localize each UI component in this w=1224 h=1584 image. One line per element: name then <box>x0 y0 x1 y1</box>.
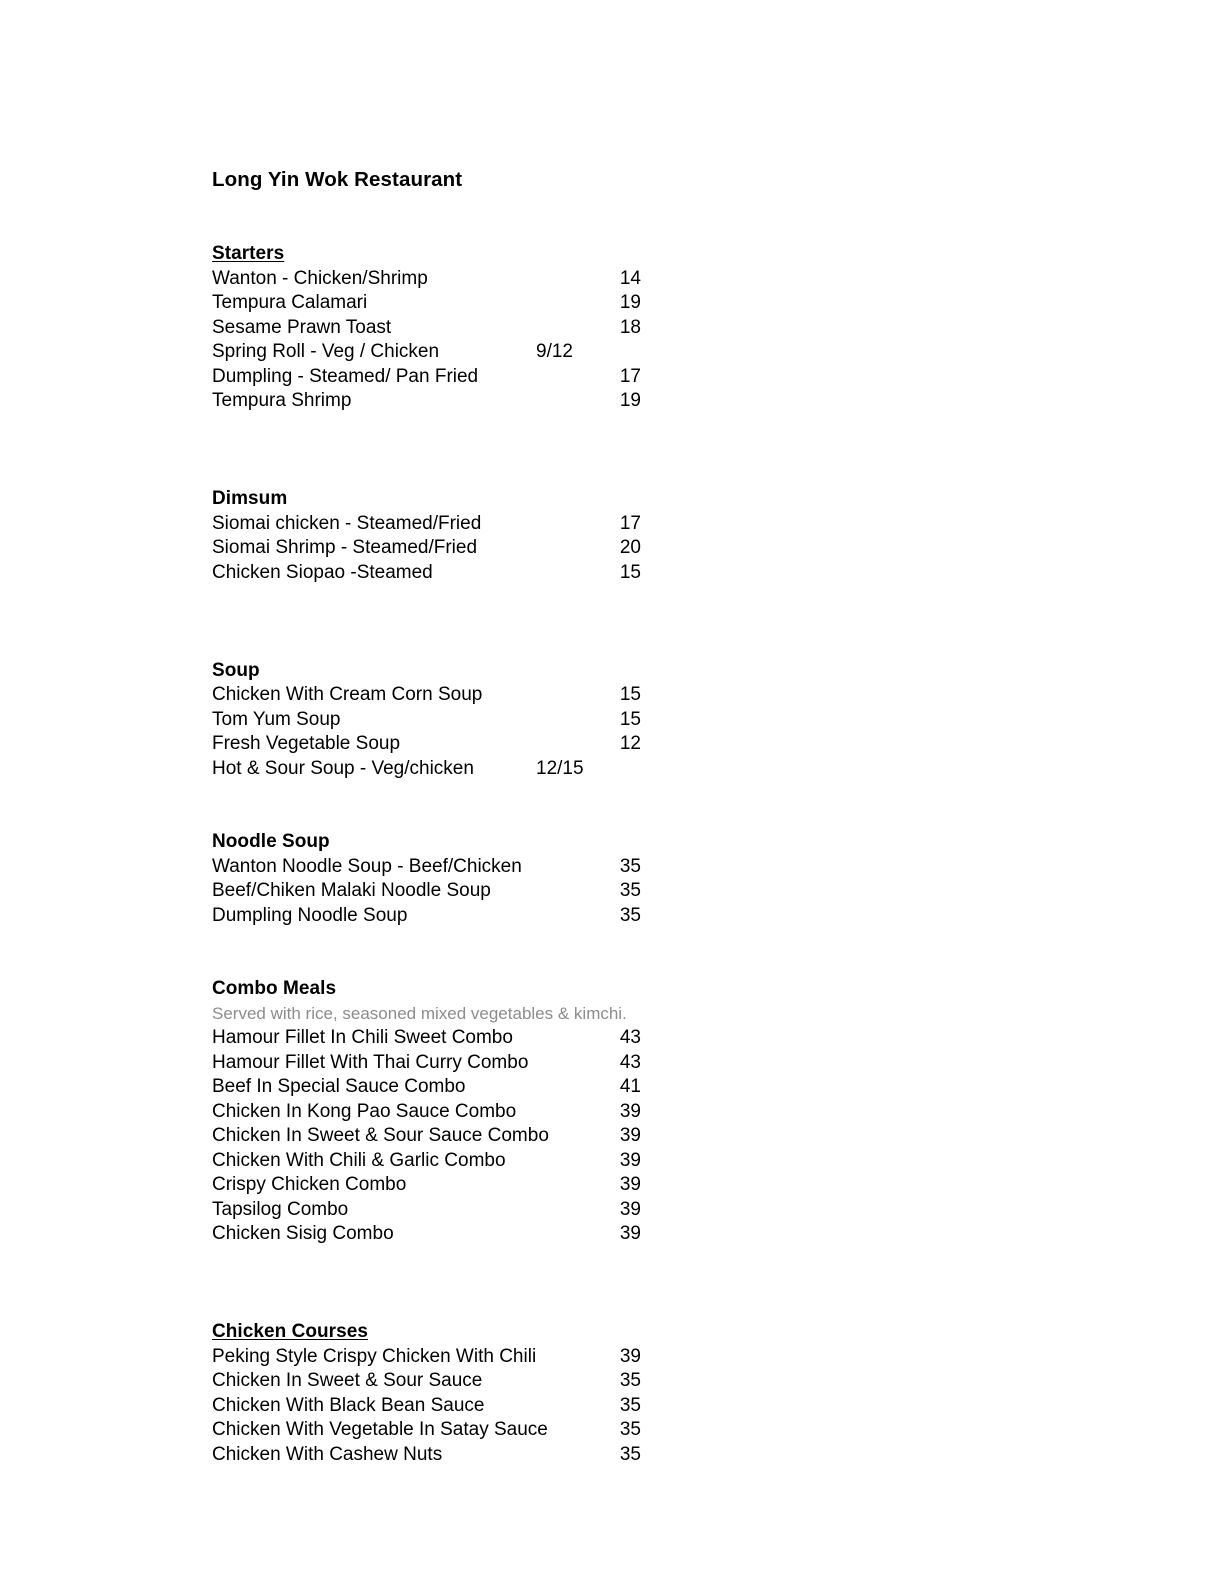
menu-sections <box>212 242 642 1467</box>
menu-item-name: Chicken With Black Bean Sauce <box>212 1394 485 1416</box>
section-heading: Chicken Courses <box>212 1321 368 1342</box>
section-heading: Dimsum <box>212 488 288 509</box>
menu-item-name: Sesame Prawn Toast <box>212 316 392 338</box>
section-spacer <box>212 781 642 830</box>
menu-item-name: Chicken In Sweet & Sour Sauce Combo <box>212 1125 549 1146</box>
menu-item-name: Beef/Chiken Malaki Noodle Soup <box>212 880 491 901</box>
menu-item-name: Tempura Calamari <box>212 292 368 313</box>
menu-item-row <box>212 1443 642 1468</box>
menu-item-name: Wanton - Chicken/Shrimp <box>212 267 428 289</box>
menu-item-price: 35 <box>619 855 641 877</box>
menu-item-price: 19 <box>619 390 641 411</box>
menu-item-price: 39 <box>619 1223 641 1244</box>
menu-item-name: Chicken With Chili & Garlic Combo <box>212 1149 506 1171</box>
menu-item-name: Dumpling Noodle Soup <box>212 904 408 926</box>
section-heading: Combo Meals <box>212 978 337 999</box>
menu-item-price: 43 <box>619 1027 641 1048</box>
menu-item-name: Siomai chicken - Steamed/Fried <box>212 512 482 534</box>
menu-item-name: Beef In Special Sauce Combo <box>212 1076 466 1097</box>
menu-item-row <box>212 1345 642 1370</box>
section-spacer <box>212 414 642 488</box>
menu-item-name: Chicken With Cashew Nuts <box>212 1443 443 1465</box>
menu-section <box>212 659 642 782</box>
menu-item-price: 35 <box>619 1443 641 1465</box>
menu-item-row <box>212 708 642 733</box>
menu-item-name: Tapsilog Combo <box>212 1198 349 1220</box>
menu-item-price: 43 <box>619 1051 641 1073</box>
menu-section <box>212 242 642 414</box>
menu-item-price: 17 <box>619 512 641 534</box>
menu-item-name: Peking Style Crispy Chicken With Chili <box>212 1345 537 1367</box>
menu-item-row <box>212 561 642 586</box>
menu-item-price: 15 <box>619 684 641 705</box>
menu-item-row <box>212 1222 642 1247</box>
section-heading: Noodle Soup <box>212 831 330 852</box>
menu-item-price: 39 <box>619 1125 641 1146</box>
menu-item-price: 35 <box>619 904 641 926</box>
menu-item-name: Tempura Shrimp <box>212 390 352 411</box>
menu-item-price: 35 <box>619 880 641 901</box>
menu-item-name: Dumpling - Steamed/ Pan Fried <box>212 365 479 387</box>
menu-item-price: 35 <box>619 1419 641 1440</box>
menu-item-row <box>212 291 642 316</box>
menu-item-price: 20 <box>619 537 641 558</box>
menu-item-row <box>212 904 642 929</box>
menu-item-price: 15 <box>619 561 641 583</box>
menu-item-row <box>212 536 642 561</box>
menu-item-price: 39 <box>619 1198 641 1220</box>
menu-item-row <box>212 855 642 880</box>
menu-section <box>212 977 642 1247</box>
menu-item-row <box>212 512 642 537</box>
title-spacer <box>212 192 642 242</box>
menu-item-row <box>212 1369 642 1394</box>
menu-item-row <box>212 1100 642 1125</box>
menu-item-row <box>212 1075 642 1100</box>
menu-item-row <box>212 683 642 708</box>
menu-item-price: 39 <box>619 1345 641 1367</box>
menu-item-name: Fresh Vegetable Soup <box>212 733 401 754</box>
section-spacer <box>212 585 642 659</box>
menu-item-row <box>212 267 642 292</box>
menu-item-row <box>212 389 642 414</box>
menu-item-row <box>212 1124 642 1149</box>
menu-item-price: 35 <box>619 1370 641 1391</box>
menu-item-price: 39 <box>619 1100 641 1122</box>
menu-item-name: Spring Roll - Veg / Chicken <box>212 341 440 362</box>
menu-item-name: Siomai Shrimp - Steamed/Fried <box>212 537 478 558</box>
section-note: Served with rice, seasoned mixed vegetables & kimchi. <box>212 1003 627 1023</box>
menu-item-row <box>212 1394 642 1419</box>
menu-section <box>212 487 642 585</box>
menu-item-price: 39 <box>619 1149 641 1171</box>
menu-item-price: 19 <box>619 292 641 313</box>
menu-item-name: Hamour Fillet In Chili Sweet Combo <box>212 1027 513 1048</box>
menu-item-name: Chicken In Kong Pao Sauce Combo <box>212 1100 517 1122</box>
menu-item-price: 35 <box>619 1394 641 1416</box>
menu-item-row <box>212 879 642 904</box>
menu-item-name: Hamour Fillet With Thai Curry Combo <box>212 1051 529 1073</box>
menu-item-name: Crispy Chicken Combo <box>212 1174 407 1195</box>
menu-item-row <box>212 1173 642 1198</box>
menu-item-row <box>212 365 642 390</box>
menu-item-name: Chicken Siopao -Steamed <box>212 561 433 583</box>
menu-item-name: Chicken With Cream Corn Soup <box>212 684 483 705</box>
section-spacer <box>212 928 642 977</box>
menu-section <box>212 830 642 928</box>
menu-item-price: 14 <box>619 267 641 289</box>
menu-item-name: Hot & Sour Soup - Veg/chicken <box>212 757 474 779</box>
menu-item-row <box>212 1149 642 1174</box>
menu-item-price: 9/12 <box>536 341 573 362</box>
menu-item-price: 17 <box>619 365 641 387</box>
menu-item-row <box>212 1418 642 1443</box>
section-heading: Soup <box>212 659 260 681</box>
section-heading: Starters <box>212 243 285 264</box>
menu-item-name: Chicken Sisig Combo <box>212 1223 394 1244</box>
menu-item-row <box>212 1026 642 1051</box>
section-spacer <box>212 1247 642 1321</box>
menu-item-price: 12 <box>619 733 641 754</box>
menu-item-row <box>212 757 642 782</box>
menu-item-name: Tom Yum Soup <box>212 708 341 730</box>
menu-item-price: 12/15 <box>536 757 584 779</box>
menu-item-price: 41 <box>619 1076 641 1097</box>
menu-item-row <box>212 340 642 365</box>
menu-item-name: Chicken With Vegetable In Satay Sauce <box>212 1419 548 1440</box>
menu-item-name: Wanton Noodle Soup - Beef/Chicken <box>212 855 522 877</box>
menu-item-row <box>212 1051 642 1076</box>
menu-item-row <box>212 1198 642 1223</box>
menu-item-row <box>212 316 642 341</box>
menu-content <box>212 168 642 1467</box>
menu-item-price: 39 <box>619 1174 641 1195</box>
menu-item-row <box>212 732 642 757</box>
menu-item-price: 15 <box>619 708 641 730</box>
menu-item-name: Chicken In Sweet & Sour Sauce <box>212 1370 483 1391</box>
page-title: Long Yin Wok Restaurant <box>212 168 463 191</box>
menu-item-price: 18 <box>619 316 641 338</box>
menu-section <box>212 1320 642 1467</box>
